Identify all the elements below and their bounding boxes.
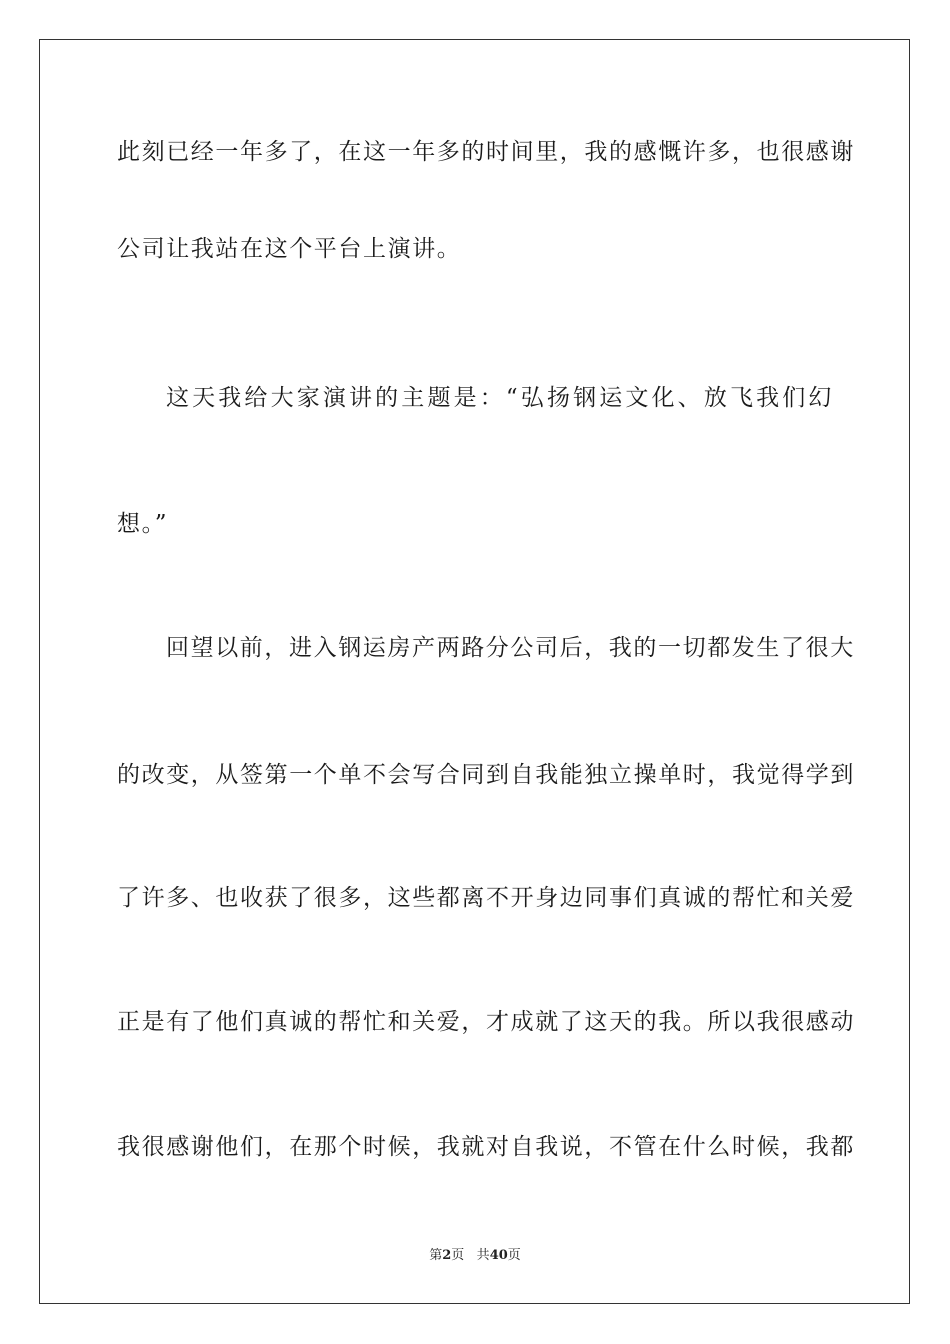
body-line-4: 想。”	[117, 511, 169, 537]
footer-page-prefix: 第	[429, 1248, 443, 1263]
footer-total-pages: 40	[489, 1248, 508, 1263]
body-line-1: 此刻已经一年多了，在这一年多的时间里，我的感慨许多，也很感谢	[117, 139, 855, 165]
footer-page-number: 2	[442, 1248, 452, 1263]
body-line-2: 公司让我站在这个平台上演讲。	[117, 236, 462, 262]
body-line-5: 回望以前，进入钢运房产两路分公司后，我的一切都发生了很大	[166, 635, 855, 661]
body-line-8: 正是有了他们真诚的帮忙和关爱，才成就了这天的我。所以我很感动	[117, 1009, 855, 1035]
page-footer	[0, 1247, 950, 1265]
page-border	[39, 39, 910, 1304]
body-line-9: 我很感谢他们，在那个时候，我就对自我说，不管在什么时候，我都	[117, 1134, 855, 1160]
footer-page-suffix: 页	[451, 1248, 465, 1263]
footer-total-suffix: 页	[507, 1248, 521, 1263]
body-line-7: 了许多、也收获了很多，这些都离不开身边同事们真诚的帮忙和关爱	[117, 885, 855, 911]
footer-total-prefix: 共	[476, 1248, 490, 1263]
body-line-6: 的改变，从签第一个单不会写合同到自我能独立操单时，我觉得学到	[117, 762, 855, 788]
body-line-3: 这天我给大家演讲的主题是：“弘扬钢运文化、放飞我们幻	[166, 385, 833, 411]
